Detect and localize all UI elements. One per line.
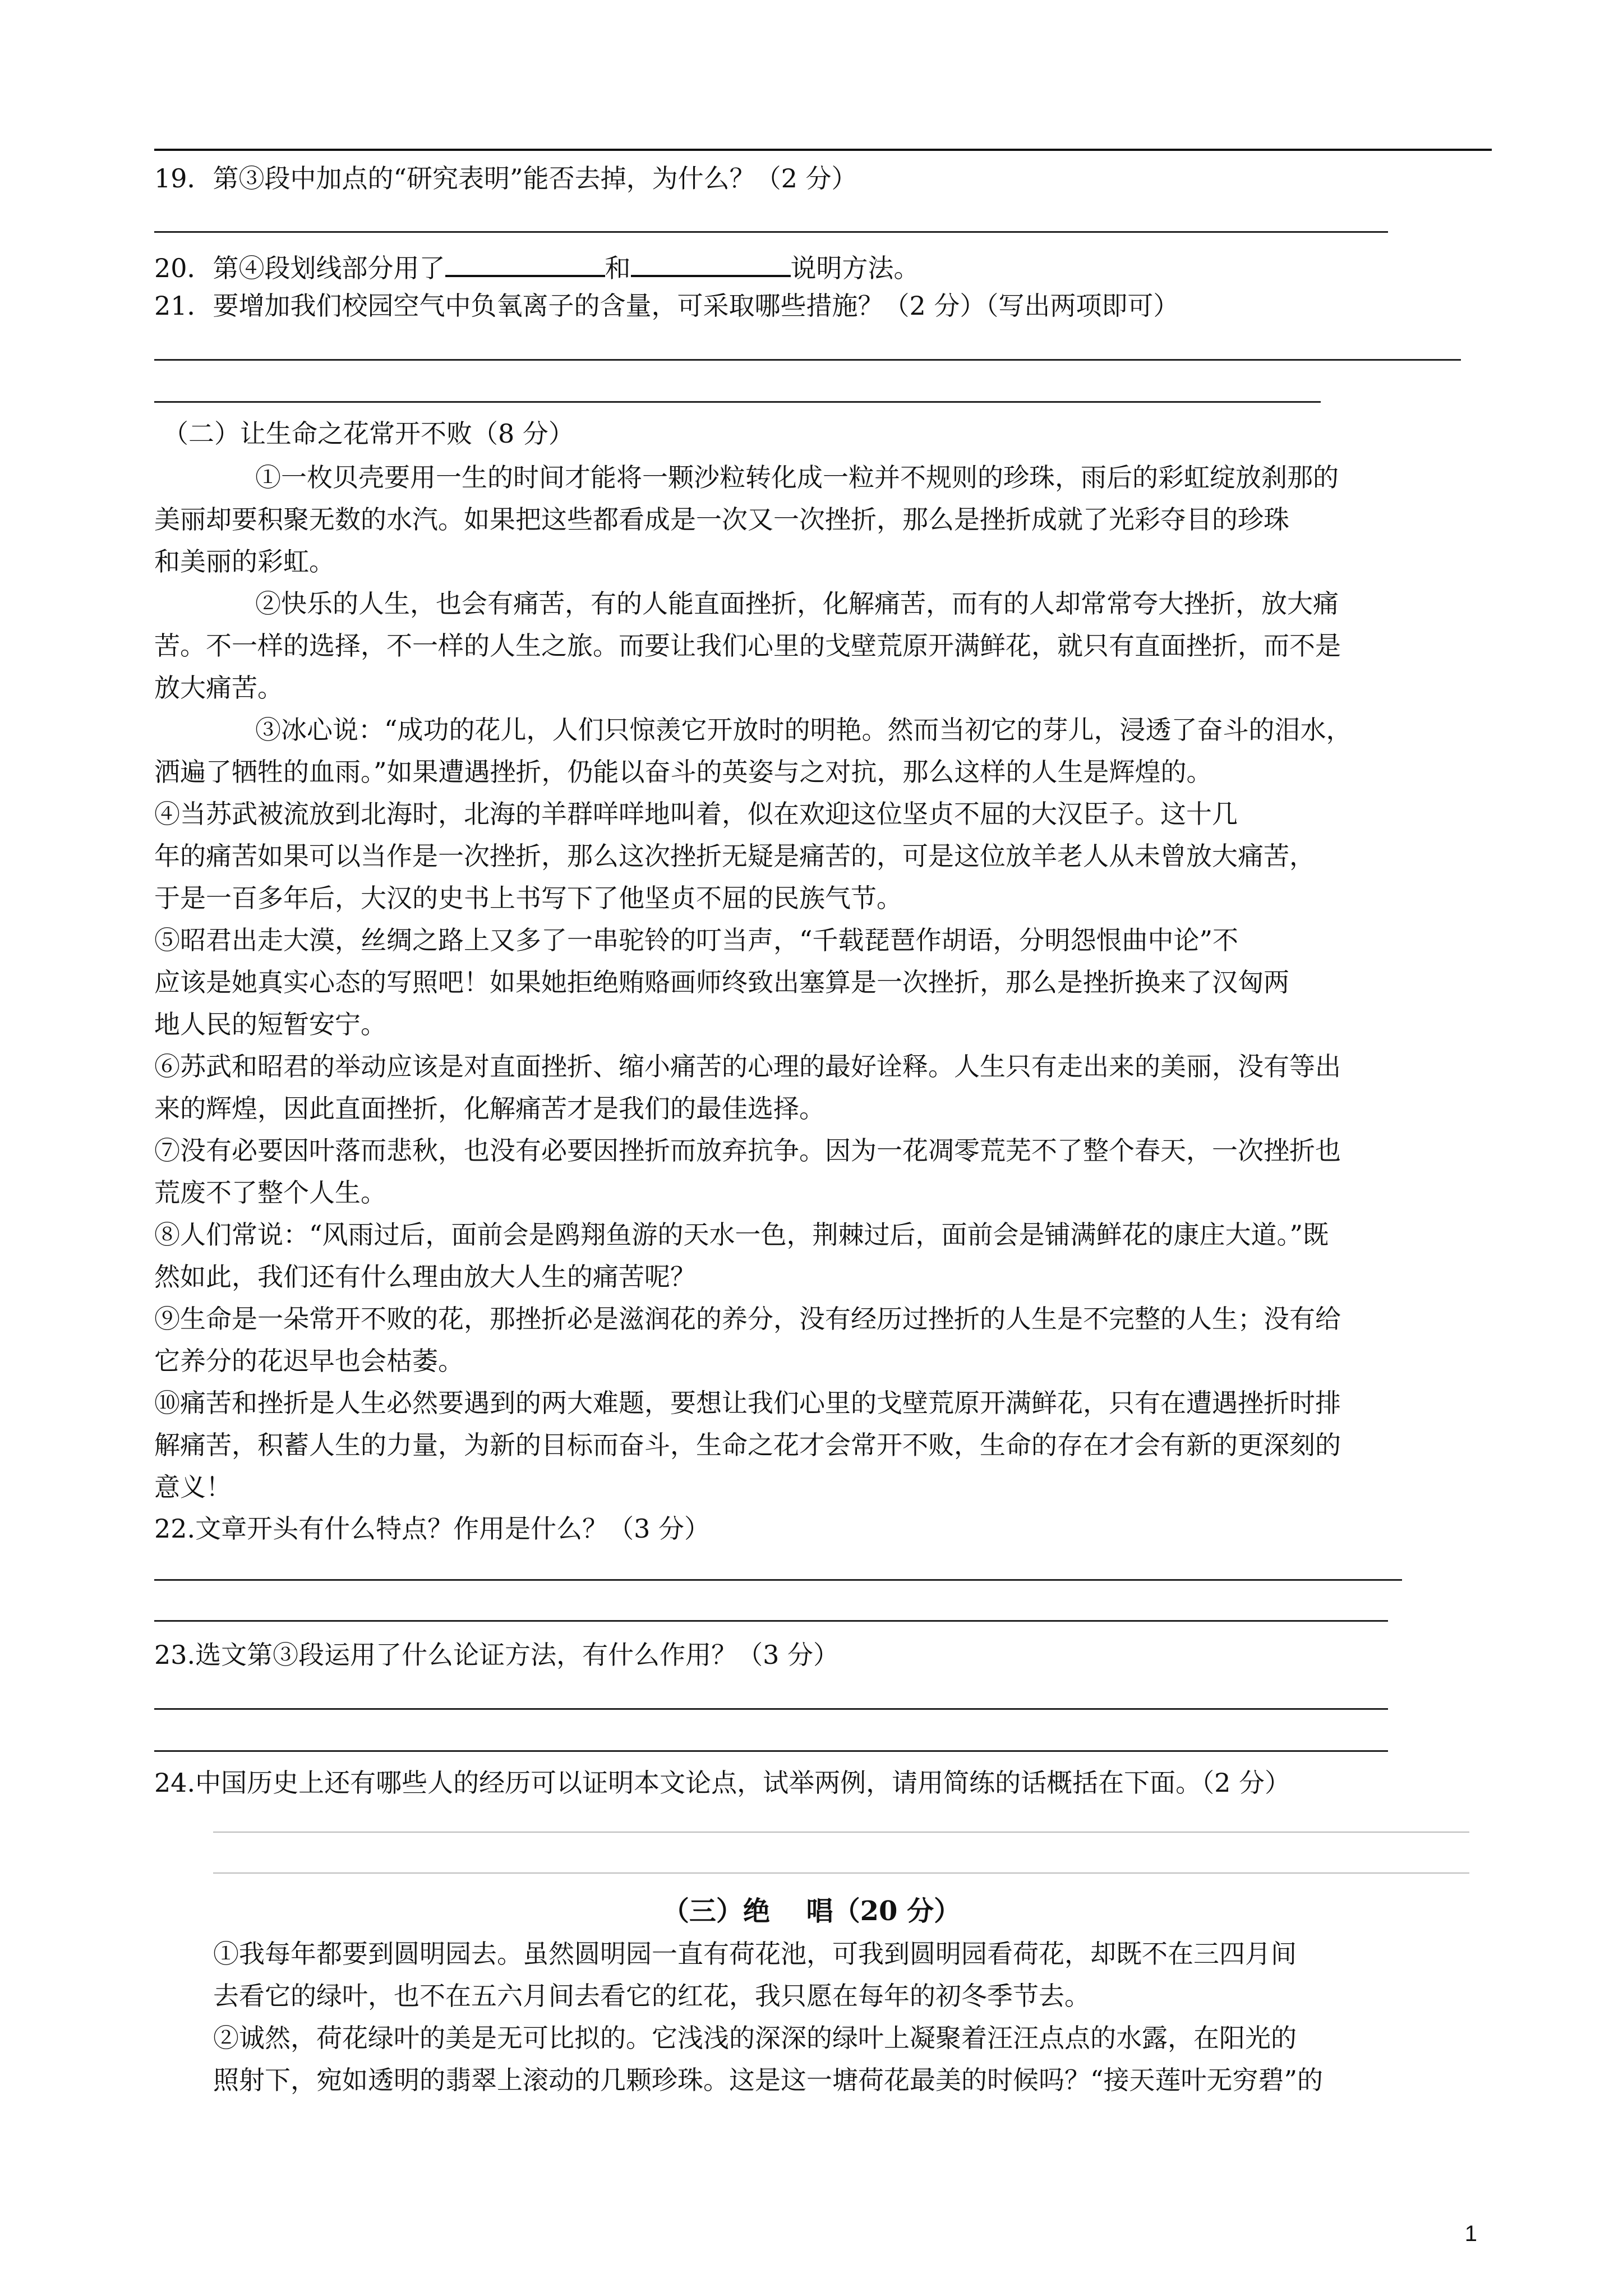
answer-line: [154, 401, 1321, 403]
passage-line: 和美丽的彩虹。: [154, 546, 335, 577]
passage-line: 美丽却要积聚无数的水汽。如果把这些都看成是一次又一次挫折，那么是挫折成就了光彩夺目的珍珠: [154, 504, 1289, 535]
passage-line: ①一枚贝壳要用一生的时间才能将一颗沙粒转化成一粒并不规则的珍珠，雨后的彩虹绽放刹那的: [255, 462, 1339, 493]
passage-line: 放大痛苦。: [154, 673, 283, 703]
question-20-prefix: 20．第④段划线部分用了: [154, 253, 445, 283]
section-2-title: （二）让生命之花常开不败（8 分）: [163, 418, 574, 449]
page-number: 1: [1464, 2221, 1477, 2246]
passage-line: ⑧人们常说：“风雨过后，面前会是鸥翔鱼游的天水一色，荆棘过后，面前会是铺满鲜花的康庄大道。”既: [154, 1220, 1329, 1250]
passage-line: 照射下，宛如透明的翡翠上滚动的几颗珍珠。这是这一塘荷花最美的时候吗？“接天莲叶无穷碧”的: [213, 2065, 1324, 2095]
passage-line: 于是一百多年后，大汉的史书上书写下了他坚贞不屈的民族气节。: [154, 883, 902, 913]
answer-line: [154, 1750, 1388, 1752]
answer-line: [154, 359, 1461, 361]
question-22: 22.文章开头有什么特点？作用是什么？（3 分）: [154, 1513, 711, 1544]
passage-line: 地人民的短暂安宁。: [154, 1009, 386, 1039]
passage-line: 来的辉煌，因此直面挫折，化解痛苦才是我们的最佳选择。: [154, 1093, 825, 1124]
passage-line: ⑥苏武和昭君的举动应该是对直面挫折、缩小痛苦的心理的最好诠释。人生只有走出来的美丽，没有等出: [154, 1051, 1341, 1082]
blank-field[interactable]: [445, 248, 605, 277]
question-20: [154, 248, 920, 287]
answer-line: [154, 1620, 1388, 1622]
passage-line: 去看它的绿叶，也不在五六月间去看它的红花，我只愿在每年的初冬季节去。: [213, 1981, 1090, 2011]
answer-line: [154, 231, 1388, 233]
question-20-middle: 和: [605, 253, 631, 283]
section-3-title: （三）绝 唱（20 分）: [662, 1895, 961, 1927]
passage-line: 意义！: [154, 1472, 232, 1502]
passage-line: ④当苏武被流放到北海时，北海的羊群咩咩地叫着，似在欢迎这位坚贞不屈的大汉臣子。这十几: [154, 799, 1238, 829]
question-23: 23.选文第③段运用了什么论证方法，有什么作用？（3 分）: [154, 1640, 840, 1670]
question-19: 19．第③段中加点的“研究表明”能否去掉，为什么？（2 分）: [154, 163, 857, 194]
passage-line: 荒废不了整个人生。: [154, 1177, 386, 1208]
passage-line: ⑦没有必要因叶落而悲秋，也没有必要因挫折而放弃抗争。因为一花凋零荒芜不了整个春天，一次挫折也: [154, 1135, 1341, 1166]
question-24: 24.中国历史上还有哪些人的经历可以证明本文论点，试举两例，请用简练的话概括在下面。（2 分）: [154, 1768, 1291, 1798]
passage-line: ⑩痛苦和挫折是人生必然要遇到的两大难题，要想让我们心里的戈壁荒原开满鲜花，只有在遭遇挫折时排: [154, 1388, 1341, 1418]
passage-line: ②快乐的人生，也会有痛苦，有的人能直面挫折，化解痛苦，而有的人却常常夸大挫折，放大痛: [255, 588, 1339, 619]
answer-line: [154, 1708, 1388, 1710]
passage-line: 洒遍了牺牲的血雨。”如果遭遇挫折，仍能以奋斗的英姿与之对抗，那么这样的人生是辉煌的。: [154, 757, 1212, 787]
passage-line: ①我每年都要到圆明园去。虽然圆明园一直有荷花池，可我到圆明园看荷花，却既不在三四月间: [213, 1939, 1297, 1969]
answer-line: [213, 1872, 1469, 1874]
passage-line: 应该是她真实心态的写照吧！如果她拒绝贿赂画师终致出塞算是一次挫折，那么是挫折换来了汉匈两: [154, 967, 1289, 997]
passage-line: 苦。不一样的选择，不一样的人生之旅。而要让我们心里的戈壁荒原开满鲜花，就只有直面挫折，而不是: [154, 631, 1341, 661]
passage-line: ③冰心说：“成功的花儿，人们只惊羡它开放时的明艳。然而当初它的芽儿，浸透了奋斗的泪水，: [255, 715, 1352, 745]
passage-line: 年的痛苦如果可以当作是一次挫折，那么这次挫折无疑是痛苦的，可是这位放羊老人从未曾放大痛苦，: [154, 841, 1315, 871]
passage-line: ⑨生命是一朵常开不败的花，那挫折必是滋润花的养分，没有经历过挫折的人生是不完整的人生；没有给: [154, 1304, 1341, 1334]
passage-line: 解痛苦，积蓄人生的力量，为新的目标而奋斗，生命之花才会常开不败，生命的存在才会有新的更深刻的: [154, 1430, 1341, 1460]
question-21: 21．要增加我们校园空气中负氧离子的含量，可采取哪些措施？（2 分）（写出两项即可）: [154, 291, 1179, 321]
top-rule: [154, 149, 1492, 151]
question-20-suffix: 说明方法。: [790, 253, 920, 283]
answer-line: [154, 1579, 1402, 1581]
passage-line: 它养分的花迟早也会枯萎。: [154, 1346, 464, 1376]
passage-line: ⑤昭君出走大漠，丝绸之路上又多了一串驼铃的叮当声，“千载琵琶作胡语，分明怨恨曲中论”不: [154, 925, 1239, 955]
answer-line: [213, 1832, 1469, 1833]
passage-line: 然如此，我们还有什么理由放大人生的痛苦呢？: [154, 1262, 696, 1292]
passage-line: ②诚然，荷花绿叶的美是无可比拟的。它浅浅的深深的绿叶上凝聚着汪汪点点的水露，在阳光的: [213, 2023, 1297, 2053]
blank-field[interactable]: [631, 248, 791, 277]
